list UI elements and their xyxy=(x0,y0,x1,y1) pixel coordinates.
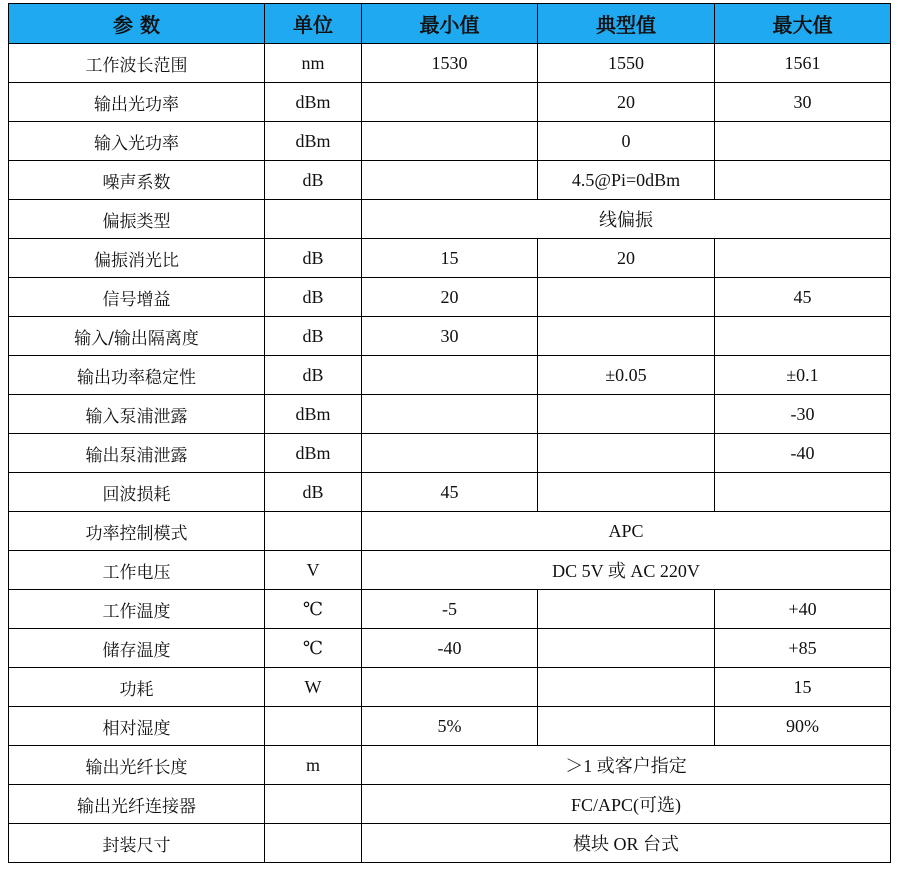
unit-cell xyxy=(265,785,362,824)
unit-cell: dBm xyxy=(265,122,362,161)
param-name-cell: 偏振消光比 xyxy=(9,239,265,278)
param-name-cell: 回波损耗 xyxy=(9,473,265,512)
typ-value-cell xyxy=(538,590,715,629)
unit-cell: dBm xyxy=(265,434,362,473)
table-row xyxy=(9,356,891,395)
table-row xyxy=(9,668,891,707)
typ-value-cell xyxy=(538,278,715,317)
typ-value-cell xyxy=(538,395,715,434)
table-row xyxy=(9,629,891,668)
min-value-cell xyxy=(362,356,538,395)
min-value-cell: 5% xyxy=(362,707,538,746)
max-value-cell: 1561 xyxy=(715,44,891,83)
typ-value-cell: ±0.05 xyxy=(538,356,715,395)
param-name-cell: 输出功率稳定性 xyxy=(9,356,265,395)
max-value-cell xyxy=(715,317,891,356)
merged-value-cell: APC xyxy=(362,512,891,551)
header-param: 参 数 xyxy=(9,4,265,44)
spec-table xyxy=(8,3,891,863)
min-value-cell: 20 xyxy=(362,278,538,317)
param-name-cell: 工作波长范围 xyxy=(9,44,265,83)
header-min: 最小值 xyxy=(362,4,538,44)
typ-value-cell xyxy=(538,668,715,707)
min-value-cell xyxy=(362,395,538,434)
table-row xyxy=(9,551,891,590)
max-value-cell xyxy=(715,161,891,200)
table-row xyxy=(9,239,891,278)
param-name-cell: 储存温度 xyxy=(9,629,265,668)
typ-value-cell: 20 xyxy=(538,83,715,122)
header-unit: 单位 xyxy=(265,4,362,44)
param-name-cell: 输出光纤连接器 xyxy=(9,785,265,824)
unit-cell: ℃ xyxy=(265,590,362,629)
table-row xyxy=(9,590,891,629)
max-value-cell: +40 xyxy=(715,590,891,629)
table-row xyxy=(9,824,891,863)
table-row xyxy=(9,44,891,83)
param-name-cell: 信号增益 xyxy=(9,278,265,317)
max-value-cell: +85 xyxy=(715,629,891,668)
min-value-cell: 45 xyxy=(362,473,538,512)
min-value-cell: -5 xyxy=(362,590,538,629)
merged-value-cell: ＞1 或客户指定 xyxy=(362,746,891,785)
merged-value-cell: 线偏振 xyxy=(362,200,891,239)
param-name-cell: 工作温度 xyxy=(9,590,265,629)
min-value-cell: 15 xyxy=(362,239,538,278)
min-value-cell xyxy=(362,161,538,200)
param-name-cell: 输入/输出隔离度 xyxy=(9,317,265,356)
table-row xyxy=(9,785,891,824)
max-value-cell: 90% xyxy=(715,707,891,746)
table-row xyxy=(9,434,891,473)
table-row xyxy=(9,512,891,551)
typ-value-cell xyxy=(538,317,715,356)
typ-value-cell xyxy=(538,707,715,746)
typ-value-cell xyxy=(538,473,715,512)
min-value-cell xyxy=(362,668,538,707)
typ-value-cell: 1550 xyxy=(538,44,715,83)
max-value-cell: 45 xyxy=(715,278,891,317)
max-value-cell: -30 xyxy=(715,395,891,434)
param-name-cell: 噪声系数 xyxy=(9,161,265,200)
min-value-cell: 30 xyxy=(362,317,538,356)
unit-cell: dB xyxy=(265,278,362,317)
unit-cell: dB xyxy=(265,239,362,278)
table-row xyxy=(9,83,891,122)
max-value-cell xyxy=(715,122,891,161)
unit-cell: V xyxy=(265,551,362,590)
spec-table-header xyxy=(9,4,891,44)
max-value-cell: 30 xyxy=(715,83,891,122)
param-name-cell: 输出光功率 xyxy=(9,83,265,122)
table-row xyxy=(9,278,891,317)
unit-cell xyxy=(265,200,362,239)
header-row xyxy=(9,4,891,44)
merged-value-cell: DC 5V 或 AC 220V xyxy=(362,551,891,590)
unit-cell: m xyxy=(265,746,362,785)
unit-cell: dB xyxy=(265,356,362,395)
typ-value-cell xyxy=(538,434,715,473)
unit-cell: W xyxy=(265,668,362,707)
param-name-cell: 偏振类型 xyxy=(9,200,265,239)
max-value-cell xyxy=(715,239,891,278)
table-row xyxy=(9,200,891,239)
typ-value-cell: 20 xyxy=(538,239,715,278)
table-row xyxy=(9,707,891,746)
param-name-cell: 输入泵浦泄露 xyxy=(9,395,265,434)
typ-value-cell: 4.5@Pi=0dBm xyxy=(538,161,715,200)
table-row xyxy=(9,395,891,434)
min-value-cell xyxy=(362,122,538,161)
unit-cell: dB xyxy=(265,317,362,356)
max-value-cell: -40 xyxy=(715,434,891,473)
param-name-cell: 功耗 xyxy=(9,668,265,707)
table-row xyxy=(9,161,891,200)
unit-cell: nm xyxy=(265,44,362,83)
spec-table-body xyxy=(9,44,891,863)
max-value-cell xyxy=(715,473,891,512)
max-value-cell: 15 xyxy=(715,668,891,707)
typ-value-cell: 0 xyxy=(538,122,715,161)
unit-cell xyxy=(265,512,362,551)
param-name-cell: 输入光功率 xyxy=(9,122,265,161)
max-value-cell: ±0.1 xyxy=(715,356,891,395)
unit-cell: dBm xyxy=(265,395,362,434)
header-max: 最大值 xyxy=(715,4,891,44)
min-value-cell xyxy=(362,83,538,122)
unit-cell: dB xyxy=(265,473,362,512)
unit-cell: dBm xyxy=(265,83,362,122)
unit-cell: ℃ xyxy=(265,629,362,668)
min-value-cell: 1530 xyxy=(362,44,538,83)
table-row xyxy=(9,122,891,161)
param-name-cell: 输出光纤长度 xyxy=(9,746,265,785)
table-row xyxy=(9,317,891,356)
table-row xyxy=(9,746,891,785)
min-value-cell: -40 xyxy=(362,629,538,668)
merged-value-cell: 模块 OR 台式 xyxy=(362,824,891,863)
typ-value-cell xyxy=(538,629,715,668)
param-name-cell: 输出泵浦泄露 xyxy=(9,434,265,473)
unit-cell: dB xyxy=(265,161,362,200)
param-name-cell: 相对湿度 xyxy=(9,707,265,746)
unit-cell xyxy=(265,707,362,746)
table-row xyxy=(9,473,891,512)
param-name-cell: 工作电压 xyxy=(9,551,265,590)
param-name-cell: 封装尺寸 xyxy=(9,824,265,863)
unit-cell xyxy=(265,824,362,863)
merged-value-cell: FC/APC(可选) xyxy=(362,785,891,824)
min-value-cell xyxy=(362,434,538,473)
param-name-cell: 功率控制模式 xyxy=(9,512,265,551)
header-typ: 典型值 xyxy=(538,4,715,44)
